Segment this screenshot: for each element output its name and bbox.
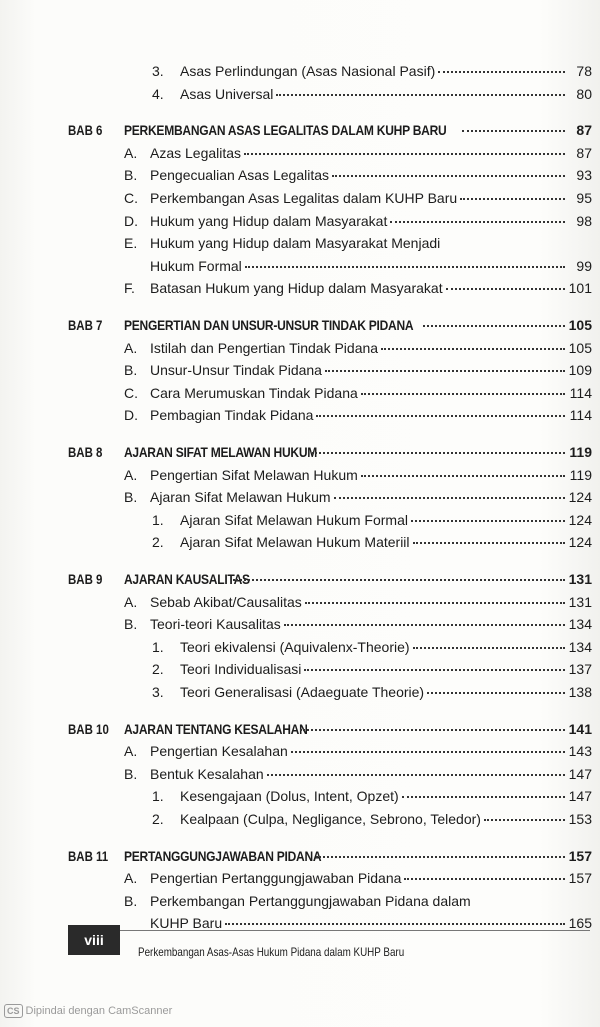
toc-entry-row [124,189,592,207]
toc-entry-label: Perkembangan Asas Legalitas dalam KUHP Baru [150,190,458,206]
toc-entry-page: 101 [568,280,592,297]
toc-entry-row [124,615,592,633]
toc-entry-row [124,488,592,506]
toc-entry-label: Perkembangan Pertanggungjawaban Pidana dalam [150,892,471,909]
dot-leader [411,519,565,522]
toc-entry-number: B. [124,892,138,909]
toc-entry-row [152,62,592,80]
dot-leader [462,129,565,132]
toc-entry-label: Teori Generalisasi (Adaeguate Theorie) [180,684,425,700]
toc-entry-number: A. [124,144,138,161]
toc-entry-label: Azas Legalitas [150,144,242,161]
toc-entry-number: BAB 10 [68,720,109,737]
toc-entry-number: 1. [152,788,164,805]
toc-entry-row [124,144,592,162]
camscanner-text: Dipindai dengan CamScanner [25,1005,173,1017]
camscanner-watermark [4,1004,172,1018]
toc-entry-number: 2. [152,811,164,827]
toc-entry-page: 105 [568,339,592,356]
toc-entry-row [152,638,592,656]
toc-entry-number: F. [124,280,135,297]
toc-chapter-row [68,121,592,139]
toc-entry-page: 147 [568,788,592,805]
toc-entry-number: 1. [152,638,164,655]
toc-entry-number: 4. [152,85,164,102]
toc-entry-number: B. [124,616,138,633]
toc-entry-page: 141 [568,720,592,737]
dot-leader [438,70,565,73]
toc-entry-label: KUHP Baru [150,915,223,932]
dot-leader [334,496,565,499]
toc-chapter-row [68,443,592,461]
toc-entry-row [124,257,592,275]
toc-entry-number: C. [124,190,138,206]
toc-entry-row [152,810,592,828]
toc-entry-page: 119 [569,466,592,483]
dot-leader [267,773,565,776]
toc-entry-label: PENGERTIAN DAN UNSUR-UNSUR TINDAK PIDANA [124,317,414,333]
toc-entry-page: 147 [568,765,592,782]
toc-entry-label: Pembagian Tindak Pidana [150,407,314,424]
toc-entry-row [124,361,592,379]
toc-entry-number: A. [124,593,138,610]
toc-entry-number: BAB 9 [68,571,103,587]
toc-entry-label: Cara Merumuskan Tindak Pidana [150,384,358,401]
toc-entry-row [124,406,592,424]
dot-leader [225,922,565,925]
toc-entry-page: 157 [568,870,592,887]
toc-entry-label: Teori Individualisasi [180,661,302,678]
toc-entry-page: 99 [576,257,592,274]
dot-leader [233,578,565,581]
toc-entry-label: Pengertian Kesalahan [150,743,288,760]
toc-chapter-row [68,570,592,588]
toc-entry-row [152,85,592,103]
toc-entry-row [124,234,592,252]
toc-entry-label: Ajaran Sifat Melawan Hukum Formal [180,511,408,528]
toc-entry-label: Ajaran Sifat Melawan Hukum [150,489,331,506]
toc-entry-label: Teori ekivalensi (Aquivalenx-Theorie) [180,638,410,655]
dot-leader [244,152,565,155]
toc-entry-label: Batasan Hukum yang Hidup dalam Masyarakat [150,280,443,297]
toc-entry-label: Pengertian Pertanggungjawaban Pidana [150,870,402,887]
toc-entry-row [124,593,592,611]
toc-entry-number: B. [124,167,138,184]
dot-leader [304,668,565,671]
toc-entry-label: Hukum yang Hidup dalam Masyarakat [150,212,388,229]
toc-entry-page: 87 [576,122,592,139]
toc-entry-page: 80 [576,85,592,102]
toc-entry-label: Unsur-Unsur Tindak Pidana [150,362,322,379]
toc-entry-number: D. [124,407,138,424]
toc-entry-label: PERKEMBANGAN ASAS LEGALITAS DALAM KUHP BARU [124,122,447,139]
toc-entry-page: 134 [568,616,592,633]
toc-entry-row [124,869,592,887]
toc-entry-label: Istilah dan Pengertian Tindak Pidana [150,339,379,356]
toc-entry-page: 143 [568,743,592,760]
dot-leader [402,795,565,798]
toc-entry-label: AJARAN SIFAT MELAWAN HUKUM [124,444,318,460]
toc-entry-row [152,683,592,701]
toc-entry-number: C. [124,384,138,401]
toc-entry-number: A. [124,339,138,356]
dot-leader [427,691,565,694]
toc-chapter-row [68,847,592,865]
toc-entry-label: Hukum Formal [150,257,242,274]
dot-leader [316,855,565,858]
toc-entry-number: BAB 7 [68,317,103,333]
toc-entry-row [124,212,592,230]
toc-entry-row [124,384,592,402]
toc-entry-label: Pengertian Sifat Melawan Hukum [150,466,358,483]
toc-entry-page: 114 [569,384,592,401]
toc-entry-label: Ajaran Sifat Melawan Hukum Materiil [180,534,410,551]
toc-entry-label: Bentuk Kesalahan [150,765,264,782]
dot-leader [484,818,565,821]
toc-entry-label: Asas Universal [180,85,274,102]
toc-entry-page: 87 [576,144,592,161]
toc-entry-page: 114 [569,407,592,424]
toc-entry-page: 95 [576,190,592,206]
toc-entry-label: Hukum yang Hidup dalam Masyarakat Menjadi [150,235,441,252]
dot-leader [404,877,565,880]
dot-leader [291,750,565,753]
toc-entry-page: 109 [568,362,592,379]
toc-entry-number: B. [124,765,138,782]
dot-leader [413,541,565,544]
toc-entry-label: Kealpaan (Culpa, Negligance, Sebrono, Teledor) [180,811,481,827]
toc-entry-page: 137 [568,661,592,678]
toc-entry-page: 138 [568,684,592,700]
dot-leader [312,451,566,454]
toc-entry-number: 2. [152,661,164,678]
dot-leader [284,623,565,626]
toc-entry-page: 78 [576,63,592,79]
toc-entry-row [124,742,592,760]
camscanner-logo-icon: CS [4,1004,23,1018]
toc-entry-page: 157 [568,847,592,864]
dot-leader [305,601,565,604]
toc-entry-row [124,166,592,184]
toc-entry-page: 131 [568,593,592,610]
footer-page-number: viii [68,925,120,955]
dot-leader [332,174,565,177]
toc-entry-page: 134 [568,638,592,655]
toc-entry-number: D. [124,212,138,229]
toc-entry-page: 124 [568,511,592,528]
toc-entry-row [152,660,592,678]
toc-entry-number: BAB 8 [68,444,103,460]
dot-leader [325,369,565,372]
toc-entry-number: 1. [152,511,164,528]
footer-running-title: Perkembangan Asas-Asas Hukum Pidana dalam KUHP Baru [138,945,405,959]
toc-entry-row [124,279,592,297]
toc-entry-row [152,533,592,551]
toc-entry-label: Asas Perlindungan (Asas Nasional Pasif) [180,63,436,79]
dot-leader [245,265,565,268]
toc-entry-page: 119 [569,444,592,460]
toc-entry-page: 165 [568,915,592,932]
toc-entry-page: 124 [568,489,592,506]
toc-entry-page: 98 [576,212,592,229]
dot-leader [300,728,565,731]
dot-leader [381,347,565,350]
toc-entry-number: BAB 6 [68,122,103,139]
dot-leader [316,414,565,417]
toc-entry-page: 124 [568,534,592,551]
toc-entry-label: Sebab Akibat/Causalitas [150,593,302,610]
toc-chapter-row [68,316,592,334]
toc-entry-number: A. [124,743,138,760]
toc-entry-row [152,787,592,805]
dot-leader [423,324,565,327]
toc-entry-page: 105 [568,317,592,333]
toc-entry-label: Kesengajaan (Dolus, Intent, Opzet) [180,788,399,805]
dot-leader [390,220,565,223]
dot-leader [446,287,565,290]
toc-entry-row [124,765,592,783]
toc-entry-number: 2. [152,534,164,551]
toc-entry-number: 3. [152,684,164,700]
toc-entry-row [124,892,592,910]
toc-entry-number: A. [124,466,138,483]
dot-leader [361,474,565,477]
dot-leader [413,646,565,649]
toc-entry-page: 153 [568,811,592,827]
toc-entry-number: BAB 11 [68,847,109,864]
toc-entry-page: 131 [568,571,592,587]
toc-entry-number: A. [124,870,138,887]
toc-entry-number: B. [124,362,138,379]
dot-leader [460,197,565,200]
toc-entry-label: Teori-teori Kausalitas [150,616,281,633]
dot-leader [361,392,565,395]
toc-entry-page: 93 [576,167,592,184]
toc-chapter-row [68,720,592,738]
toc-entry-label: AJARAN KAUSALITAS [124,571,250,587]
toc-entry-label: Pengecualian Asas Legalitas [150,167,330,184]
toc-entry-label: AJARAN TENTANG KESALAHAN [124,720,308,737]
toc-entry-number: E. [124,235,138,252]
toc-entry-row [152,511,592,529]
toc-entry-row [124,339,592,357]
dot-leader [276,93,565,96]
toc-entry-label: PERTANGGUNGJAWABAN PIDANA [124,847,322,864]
toc-entry-number: 3. [152,63,164,79]
toc-entry-number: B. [124,489,138,506]
footer-rule [120,930,590,931]
toc-entry-row [124,466,592,484]
